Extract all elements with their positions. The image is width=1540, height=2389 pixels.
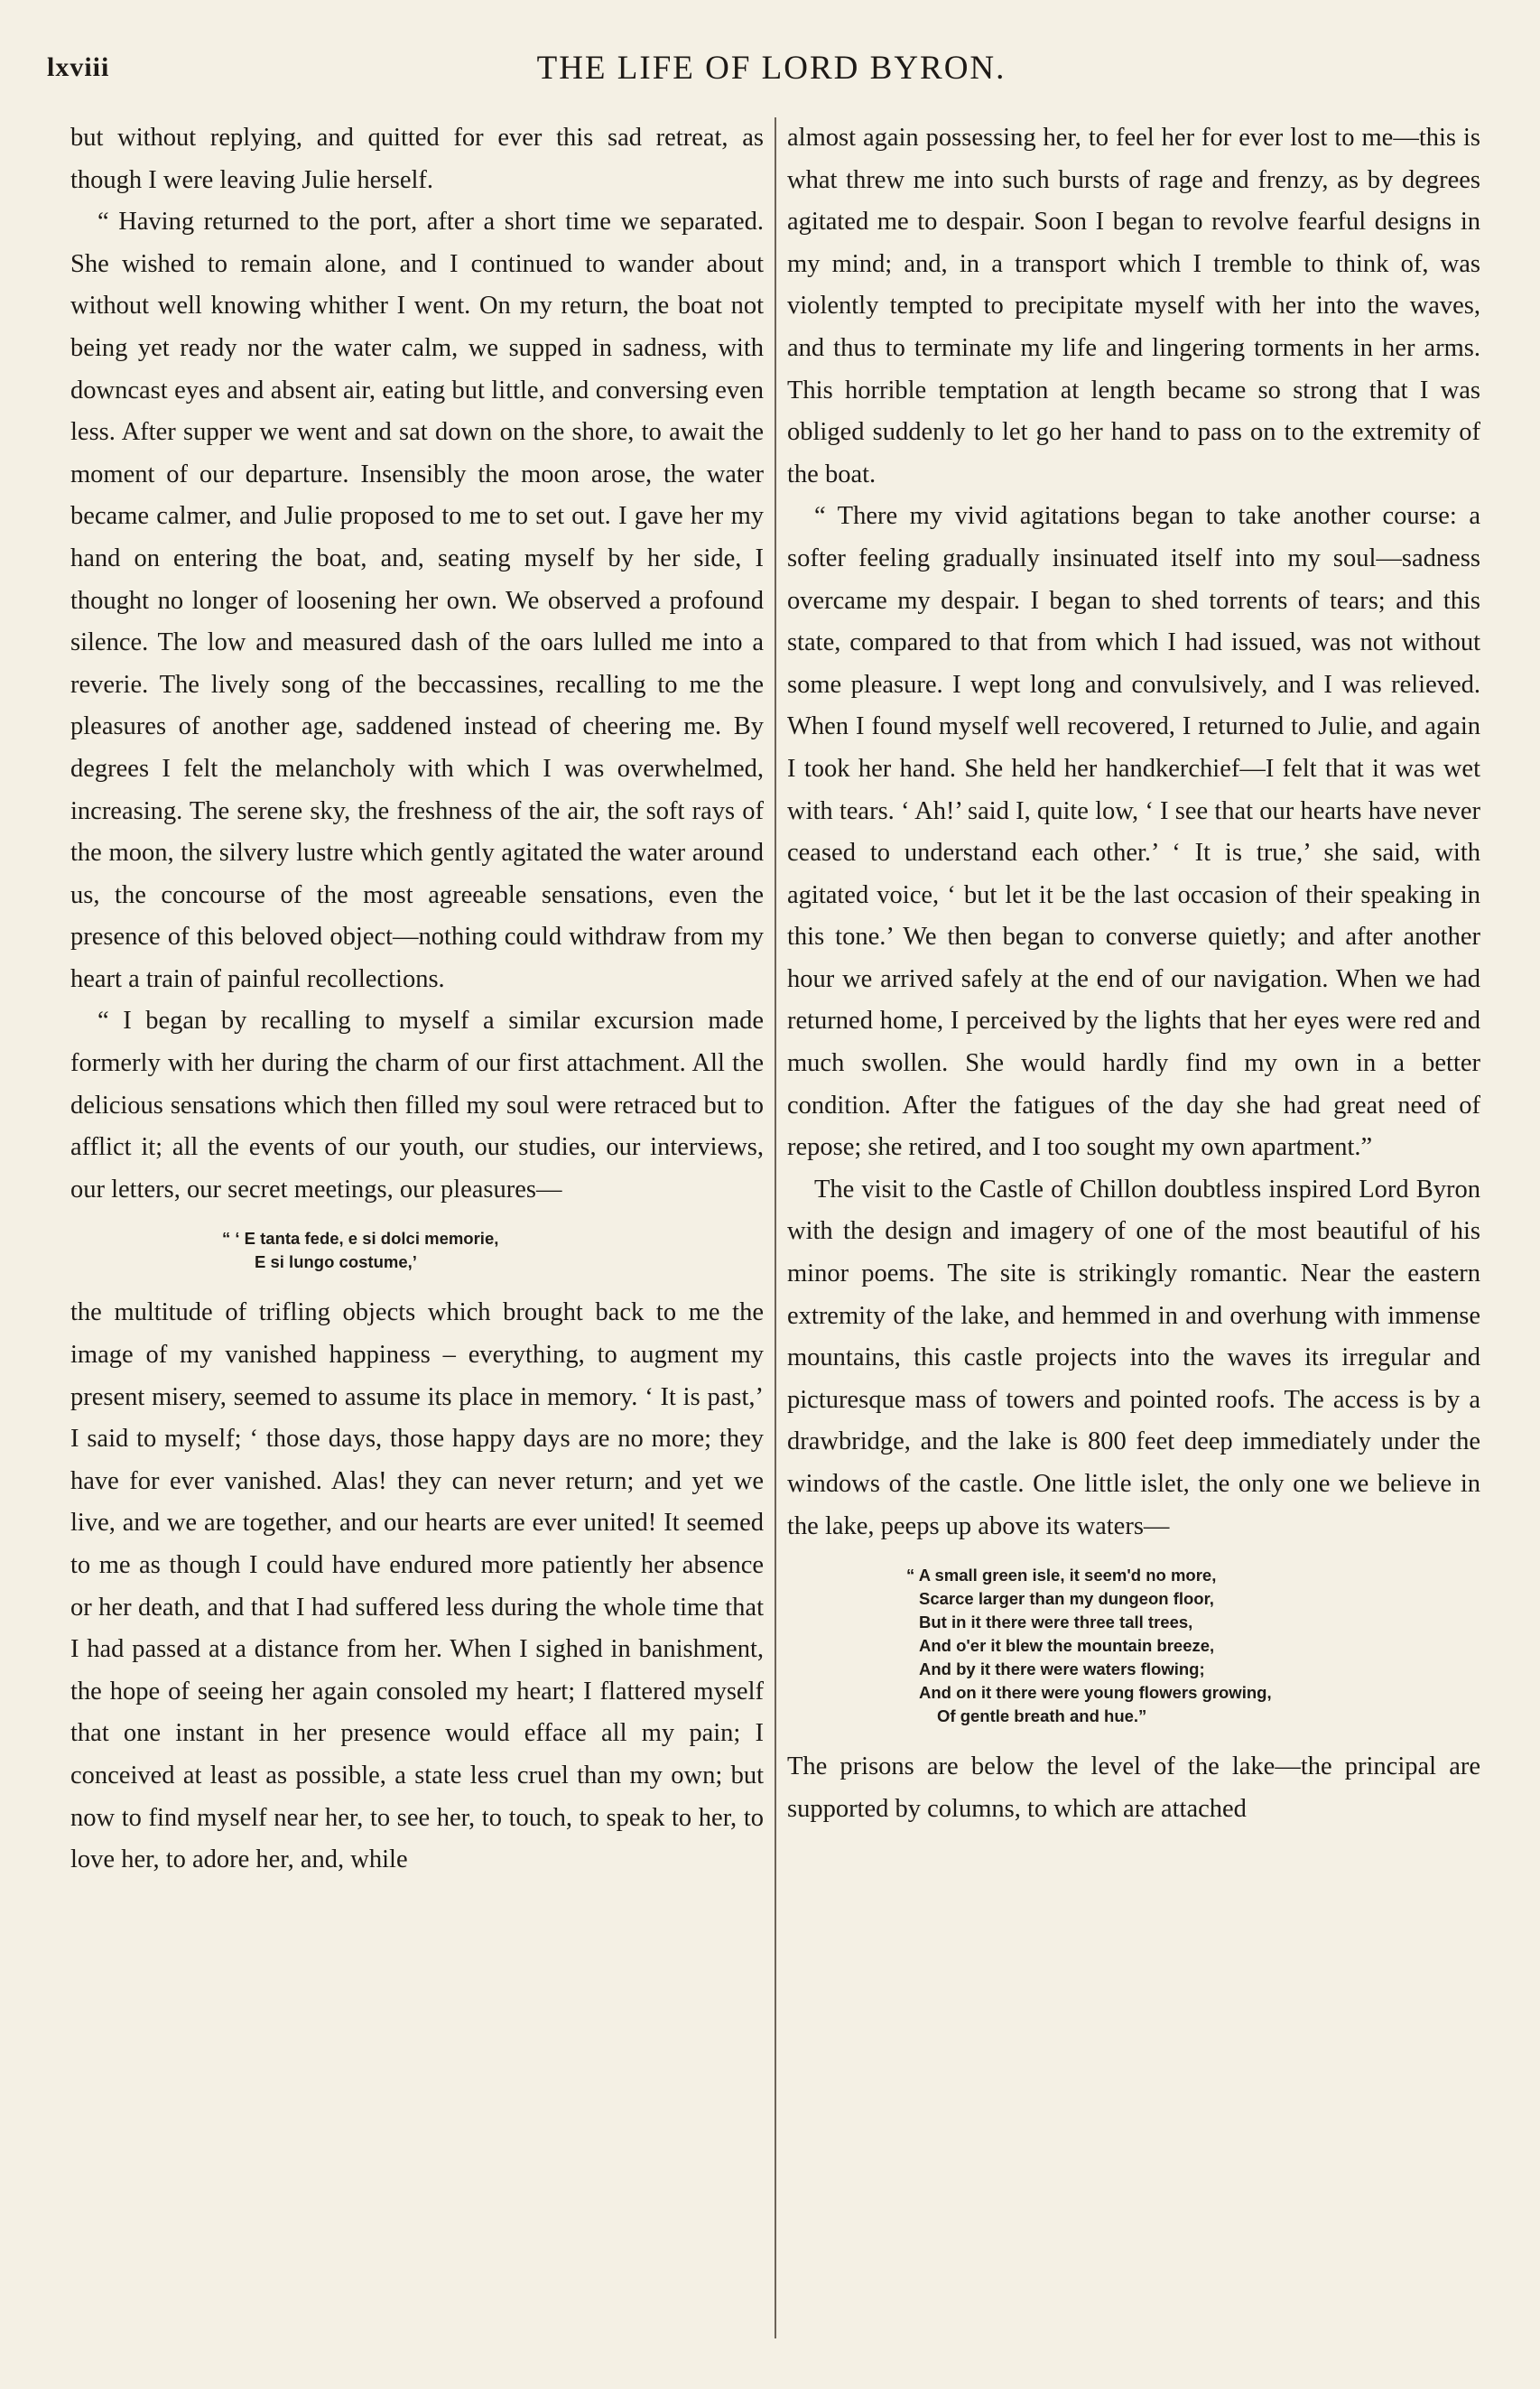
- running-title: THE LIFE OF LORD BYRON.: [536, 50, 1007, 87]
- italian-verse-quote: [70, 1227, 764, 1274]
- verse-line: Scarce larger than my dungeon floor,: [919, 1589, 1214, 1609]
- column-divider: [775, 117, 776, 2338]
- left-column: [70, 117, 764, 2356]
- right-column: [787, 117, 1480, 2356]
- verse-line: “ ‘ E tanta fede, e si dolci memorie,: [222, 1229, 499, 1249]
- verse-line: E si lungo costume,’: [255, 1252, 417, 1272]
- paragraph: The prisons are below the level of the lake—the principal are supported by columns, to which are attached: [787, 1752, 1480, 1823]
- paragraph: but without replying, and quitted for ever this sad retreat, as though I were leaving Julie herself.: [70, 124, 764, 194]
- verse-line: “ A small green isle, it seem'd no more,: [906, 1566, 1217, 1585]
- paragraph: “ Having returned to the port, after a short time we separated. She wished to remain alone, and I continued to wander about without well knowing whither I went. On my return, the boat not being yet ready nor the water calm, we supped in sadness, with downcast eyes and absent air, eating but little, and conversing even less. After supper we went and sat down on the shore, to await the moment of our departure. Insensibly the moon arose, the water became calmer, and Julie proposed to me to set out. I gave her my hand on entering the boat, and, seating myself by her side, I thought no longer of loosening her own. We observed a profound silence. The low and measured dash of the oars lulled me into a reverie. The lively song of the beccassines, recalling to me the pleasures of another age, saddened instead of cheering me. By degrees I felt the melancholy with which I was overwhelmed, increasing. The serene sky, the freshness of the air, the soft rays of the moon, the silvery lustre which gently agitated the water around us, the concourse of the most agreeable sensations, even the presence of this beloved object—nothing could withdraw from my heart a train of painful recollections.: [70, 208, 764, 993]
- paragraph: almost again possessing her, to feel her for ever lost to me—this is what threw me into such bursts of rage and frenzy, as by degrees agitated me to despair. Soon I began to revolve fearful designs in my mind; and, in a transport which I tremble to think of, was violently tempted to precipitate myself with her into the waves, and thus to terminate my life and lingering torments in her arms. This horrible temptation at length became so strong that I was obliged suddenly to let go her hand to pass on to the extremity of the boat.: [787, 124, 1480, 488]
- verse-line: And by it there were waters flowing;: [919, 1659, 1205, 1679]
- paragraph: the multitude of trifling objects which brought back to me the image of my vanished happiness – everything, to augment my present misery, seemed to assume its place in memory. ‘ It is past,’ I said to myself; ‘ those days, those happy days are no more; they have for ever vanished. Alas! they can never return; and yet we live, and we are together, and our hearts are ever united! It seemed to me as though I could have endured more patiently her absence or her death, and that I had suffered less during the whole time that I had passed at a distance from her. When I sighed in banishment, the hope of seeing her again consoled my heart; I flattered myself that one instant in her presence would efface all my pain; I conceived at least as possible, a state less cruel than my own; but now to find myself near her, to see her, to touch, to speak to her, to love her, to adore her, and, while: [70, 1298, 764, 1874]
- verse-line: But in it there were three tall trees,: [919, 1613, 1193, 1632]
- verse-line: And o'er it blew the mountain breeze,: [919, 1636, 1215, 1656]
- verse-line: And on it there were young flowers growing,: [919, 1683, 1272, 1703]
- chillon-verse-quote: [787, 1564, 1480, 1728]
- page-header: [47, 45, 1496, 90]
- page-number: lxviii: [47, 52, 110, 82]
- verse-line: Of gentle breath and hue.”: [937, 1706, 1147, 1726]
- paragraph: “ I began by recalling to myself a similar excursion made formerly with her during the charm of our first attachment. All the delicious sensations which then filled my soul were retraced but to afflict it; all the events of our youth, our studies, our interviews, our letters, our secret meetings, our pleasures—: [70, 1007, 764, 1204]
- paragraph: “ There my vivid agitations began to take another course: a softer feeling gradually insinuated itself into my soul—sadness overcame my despair. I began to shed torrents of tears; and this state, compared to that from which I had issued, was not without some pleasure. I wept long and convulsively, and I was relieved. When I found myself well recovered, I returned to Julie, and again I took her hand. She held her handkerchief—I felt that it was wet with tears. ‘ Ah!’ said I, quite low, ‘ I see that our hearts have never ceased to understand each other.’ ‘ It is true,’ she said, with agitated voice, ‘ but let it be the last occasion of their speaking in this tone.’ We then began to converse quietly; and after another hour we arrived safely at the end of our navigation. When we had returned home, I perceived by the lights that her eyes were red and much swollen. She would hardly find my own in a better condition. After the fatigues of the day she had great need of repose; she retired, and I too sought my own apartment.”: [787, 502, 1480, 1162]
- paragraph: The visit to the Castle of Chillon doubtless inspired Lord Byron with the design and imagery of one of the most beautiful of his minor poems. The site is strikingly romantic. Near the eastern extremity of the lake, and hemmed in and overhung with immense mountains, this castle projects into the waves its irregular and picturesque mass of towers and pointed roofs. The access is by a drawbridge, and the lake is 800 feet deep immediately under the windows of the castle. One little islet, the only one we believe in the lake, peeps up above its waters—: [787, 1175, 1480, 1540]
